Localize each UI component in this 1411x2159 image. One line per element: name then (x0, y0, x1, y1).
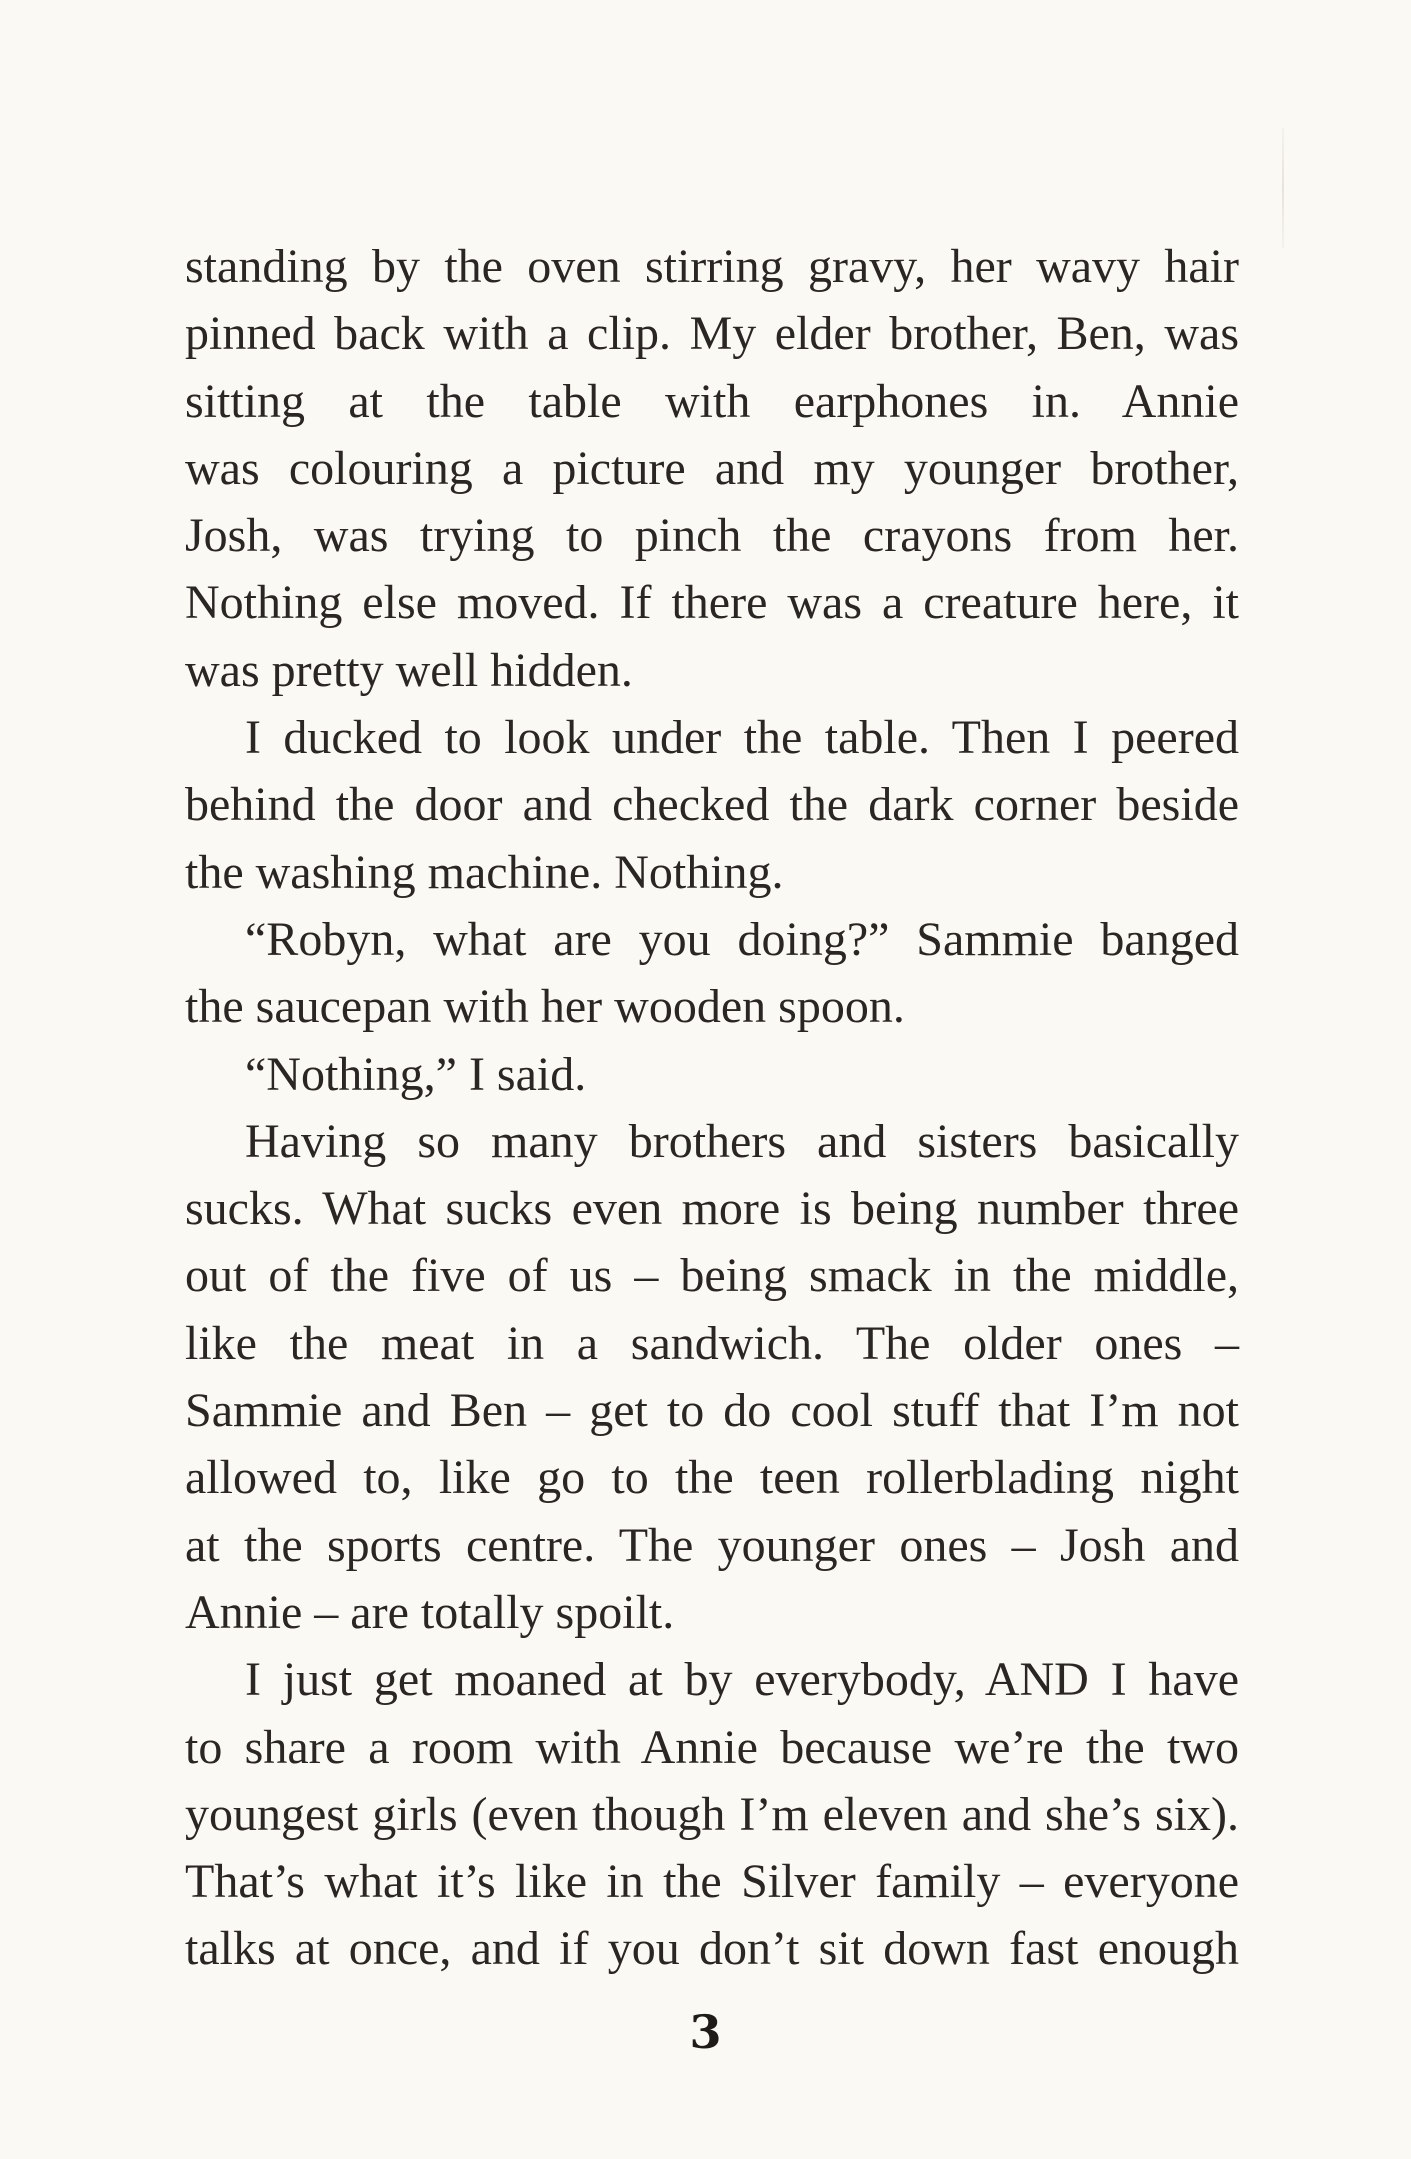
text-line: Having so many brothers and sisters basically (245, 1114, 1239, 1168)
text-line: Josh, was trying to pinch the crayons from her. (185, 509, 1239, 563)
text-line: to share a room with Annie because we’re the two (185, 1720, 1239, 1774)
text-line: Sammie and Ben – get to do cool stuff that I’m not (185, 1384, 1239, 1438)
paragraph-3 (185, 906, 1239, 1041)
text-line: Annie – are totally spoilt. (185, 1585, 675, 1639)
paragraph-5 (185, 1108, 1239, 1646)
text-line: pinned back with a clip. My elder brother, Ben, was (185, 307, 1239, 361)
paragraph-4 (185, 1041, 1239, 1108)
text-line: allowed to, like go to the teen rollerblading night (185, 1451, 1239, 1505)
text-line: “Nothing,” I said. (245, 1047, 587, 1101)
text-line: “Robyn, what are you doing?” Sammie banged (245, 912, 1239, 966)
text-line: was pretty well hidden. (185, 643, 633, 697)
text-line: talks at once, and if you don’t sit down fast enough (185, 1922, 1239, 1976)
text-line: was colouring a picture and my younger brother, (185, 441, 1239, 495)
paragraph-2 (185, 704, 1239, 906)
body-text (185, 233, 1239, 1983)
text-line: youngest girls (even though I’m eleven and she’s six). (185, 1787, 1239, 1841)
text-line: sitting at the table with earphones in. Annie (185, 374, 1239, 428)
text-line: out of the five of us – being smack in the middle, (185, 1249, 1239, 1303)
text-line: I ducked to look under the table. Then I peered (245, 711, 1239, 765)
text-line: sucks. What sucks even more is being number three (185, 1182, 1239, 1236)
text-line: standing by the oven stirring gravy, her wavy hair (185, 240, 1239, 293)
paragraph-1 (185, 233, 1239, 704)
text-line: Nothing else moved. If there was a creature here, it (185, 576, 1239, 630)
text-line: I just get moaned at by everybody, AND I have (245, 1653, 1239, 1707)
page-edge-shadow (1282, 128, 1284, 248)
text-line: at the sports centre. The younger ones – Josh and (185, 1518, 1239, 1572)
text-line: behind the door and checked the dark corner beside (185, 778, 1239, 832)
text-line: like the meat in a sandwich. The older ones – (185, 1316, 1239, 1370)
paragraph-6 (185, 1646, 1239, 1982)
text-line: the washing machine. Nothing. (185, 845, 784, 899)
page-number: 3 (689, 2005, 722, 2059)
text-line: That’s what it’s like in the Silver family – everyone (185, 1855, 1239, 1909)
text-line: the saucepan with her wooden spoon. (185, 980, 905, 1034)
